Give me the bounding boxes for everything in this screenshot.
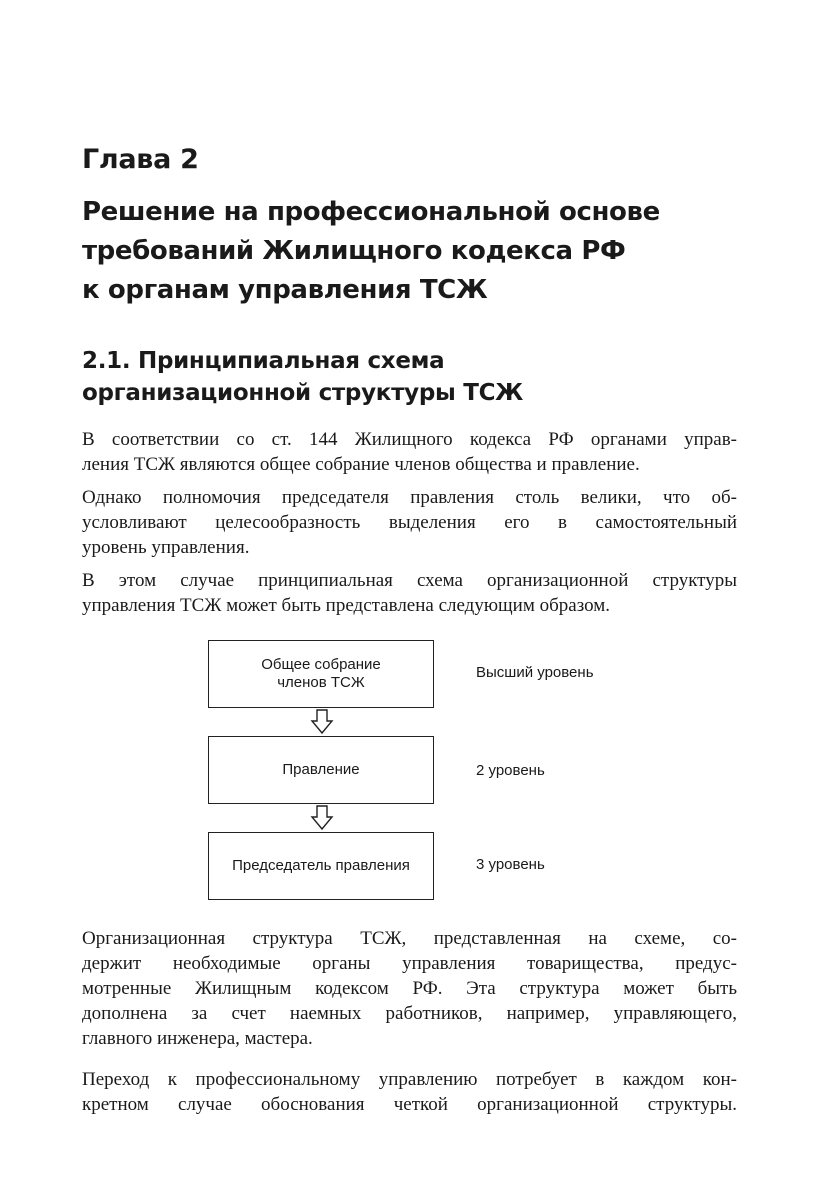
hollow-down-arrow-icon [310,805,334,831]
paragraph-line: В соответствии со ст. 144 Жилищного кодекса РФ органами управ- [82,429,737,450]
chapter-title [82,193,742,310]
paragraph-line: мотренные Жилищным кодексом РФ. Эта структура может быть [82,978,737,999]
diagram-box-chairman [208,832,434,900]
paragraph-line: Однако полномочия председателя правления столь велики, что об- [82,487,737,508]
diagram-level-label: 3 уровень [476,856,545,873]
paragraph-scheme-intro [82,568,737,618]
section-title-line: 2.1. Принципиальная схема [82,348,445,374]
paragraph-chairman [82,485,737,560]
paragraph-line: уровень управления. [82,537,250,558]
paragraph-line: главного инженера, мастера. [82,1028,313,1049]
chapter-title-line: Решение на профессиональной основе [82,197,660,227]
paragraph-line: условливают целесообразность выделения его в самостоятельный [82,512,737,533]
paragraph-line: Переход к профессиональному управлению потребует в каждом кон- [82,1069,737,1090]
paragraph-transition [82,1067,737,1117]
diagram-box-label: Председатель правления [232,857,410,874]
diagram-level-label: Высший уровень [476,664,594,681]
diagram-box-general-meeting [208,640,434,708]
paragraph-line: держит необходимые органы управления товарищества, предус- [82,953,737,974]
paragraph-line: ления ТСЖ являются общее собрание членов общества и правление. [82,454,640,475]
chapter-title-line: к органам управления ТСЖ [82,275,488,305]
diagram-level-label: 2 уровень [476,762,545,779]
chapter-title-line: требований Жилищного кодекса РФ [82,236,626,266]
hollow-down-arrow-icon [310,709,334,735]
paragraph-structure [82,926,737,1051]
diagram-box-board [208,736,434,804]
paragraph-line: дополнена за счет наемных работников, например, управляющего, [82,1003,737,1024]
diagram-box-label: Правление [282,761,360,778]
paragraph-line: В этом случае принципиальная схема организационной структуры [82,570,737,591]
section-title-line: организационной структуры ТСЖ [82,380,524,406]
paragraph-line: кретном случае обоснования четкой организационной структуры. [82,1094,737,1115]
paragraph-intro [82,427,737,477]
diagram-box-label: Общее собрание [261,656,381,673]
chapter-label: Глава 2 [82,144,199,175]
section-title [82,345,742,409]
paragraph-line: управления ТСЖ может быть представлена следующим образом. [82,595,611,616]
paragraph-line: Организационная структура ТСЖ, представленная на схеме, со- [82,928,737,949]
diagram-box-label: членов ТСЖ [277,674,365,691]
